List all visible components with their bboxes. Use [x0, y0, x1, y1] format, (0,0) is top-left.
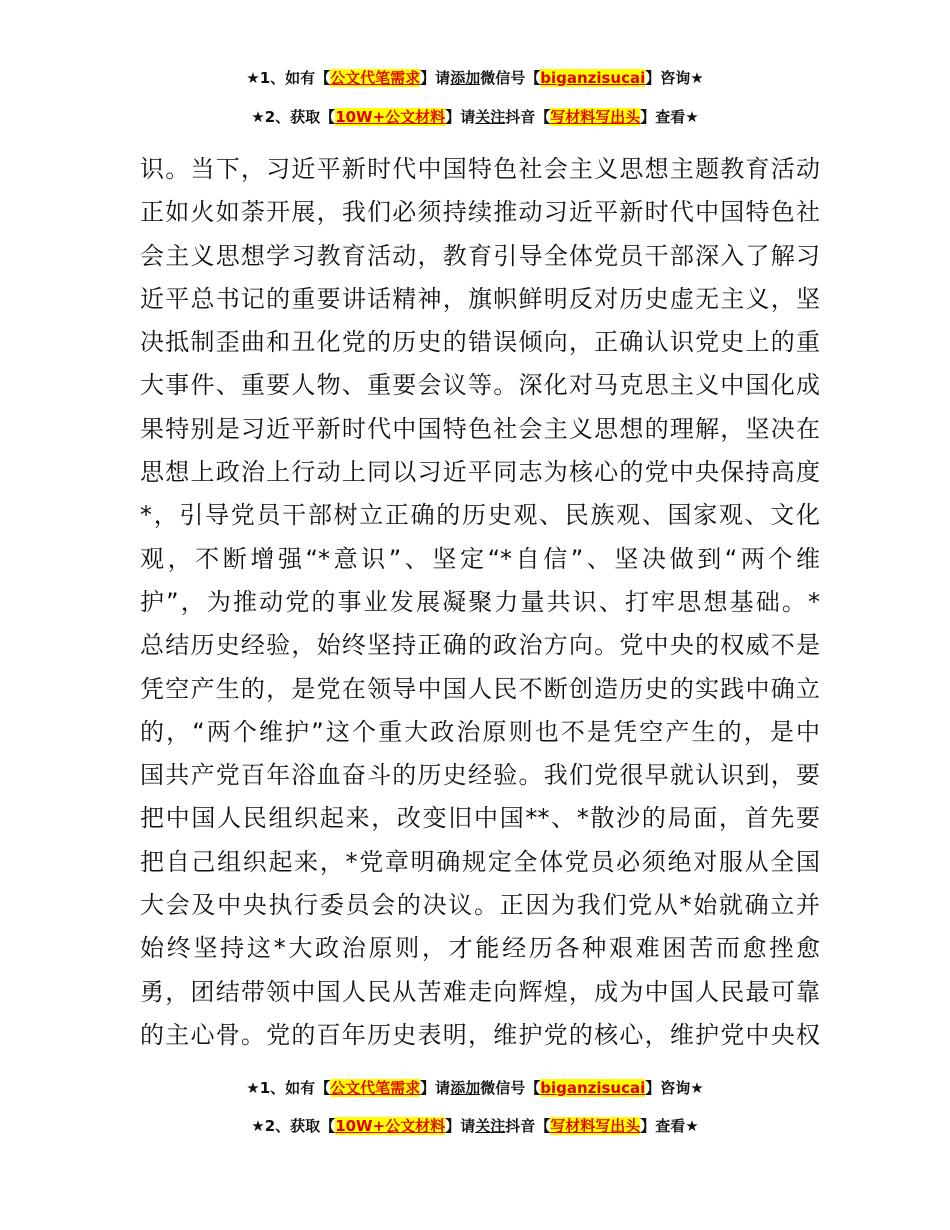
promo-text: 】请 [445, 1117, 476, 1135]
promo-suffix: 】查看★ [640, 108, 699, 126]
promo-text: 】请 [420, 1079, 451, 1097]
promo-highlight: 公文代笔需求 [330, 69, 421, 87]
body-line: 果特别是习近平新时代中国特色社会主义思想的理解，坚决在 [140, 414, 820, 443]
promo-text: 】请 [420, 69, 451, 87]
header-promo-line-1 [0, 63, 950, 93]
body-line: 的，“两个维护”这个重大政治原则也不是凭空产生的，是中 [140, 717, 820, 746]
promo-prefix: ★2、获取【 [251, 1117, 336, 1135]
body-line: 把中国人民组织起来，改变旧中国**、*散沙的局面，首先要 [140, 804, 820, 833]
body-line: 观，不断增强“*意识”、坚定“*自信”、坚决做到“两个维 [140, 544, 820, 573]
body-line: 勇，团结带领中国人民从苦难走向辉煌，成为中国人民最可靠 [140, 977, 820, 1006]
promo-highlight-wechat: biganzisucai [540, 1079, 646, 1097]
promo-prefix: ★1、如有【 [246, 69, 331, 87]
body-line: 把自己组织起来，*党章明确规定全体党员必须绝对服从全国 [140, 847, 820, 876]
promo-suffix: 】查看★ [640, 1117, 699, 1135]
promo-highlight: 公文代笔需求 [330, 1079, 421, 1097]
promo-highlight: 10W+公文材料 [335, 108, 446, 126]
promo-text: 抖音【 [505, 1117, 551, 1135]
promo-highlight: 10W+公文材料 [335, 1117, 446, 1135]
body-line: 识。当下，习近平新时代中国特色社会主义思想主题教育活动 [140, 155, 820, 183]
promo-underlined: 添加 [450, 69, 481, 87]
promo-prefix: ★2、获取【 [251, 108, 336, 126]
promo-highlight-douyin: 写材料写出头 [550, 108, 641, 126]
footer-promo-line-2 [0, 1111, 950, 1141]
promo-text: 微信号【 [480, 69, 541, 87]
body-line: *，引导党员干部树立正确的历史观、民族观、国家观、文化 [140, 501, 820, 530]
document-body [140, 148, 820, 1057]
body-line: 护”，为推动党的事业发展凝聚力量共识、打牢思想基础。* [140, 587, 820, 616]
promo-prefix: ★1、如有【 [246, 1079, 331, 1097]
promo-highlight-douyin: 写材料写出头 [550, 1117, 641, 1135]
body-line: 凭空产生的，是党在领导中国人民不断创造历史的实践中确立 [140, 674, 820, 703]
promo-underlined: 关注 [475, 1117, 506, 1135]
body-line: 会主义思想学习教育活动，教育引导全体党员干部深入了解习 [140, 241, 820, 270]
body-line: 始终坚持这*大政治原则，才能经历各种艰难困苦而愈挫愈 [140, 934, 820, 963]
body-line: 近平总书记的重要讲话精神，旗帜鲜明反对历史虚无主义，坚 [140, 284, 820, 313]
promo-highlight-wechat: biganzisucai [540, 69, 646, 87]
footer-promo-line-1 [0, 1073, 950, 1103]
header-promo-line-2 [0, 102, 950, 132]
body-line: 的主心骨。党的百年历史表明，维护党的核心，维护党中央权 [140, 1020, 820, 1049]
promo-text: 】请 [445, 108, 476, 126]
body-line: 思想上政治上行动上同以习近平同志为核心的党中央保持高度 [140, 458, 820, 487]
promo-underlined: 添加 [450, 1079, 481, 1097]
promo-suffix: 】咨询★ [645, 1079, 704, 1097]
promo-text: 抖音【 [505, 108, 551, 126]
body-line: 总结历史经验，始终坚持正确的政治方向。党中央的权威不是 [140, 631, 820, 660]
body-line: 正如火如荼开展，我们必须持续推动习近平新时代中国特色社 [140, 198, 820, 227]
promo-underlined: 关注 [475, 108, 506, 126]
body-line: 大事件、重要人物、重要会议等。深化对马克思主义中国化成 [140, 371, 820, 400]
body-line: 大会及中央执行委员会的决议。正因为我们党从*始就确立并 [140, 891, 820, 920]
promo-suffix: 】咨询★ [645, 69, 704, 87]
body-line: 决抵制歪曲和丑化党的历史的错误倾向，正确认识党史上的重 [140, 328, 820, 357]
body-line: 国共产党百年浴血奋斗的历史经验。我们党很早就认识到，要 [140, 761, 820, 790]
promo-text: 微信号【 [480, 1079, 541, 1097]
